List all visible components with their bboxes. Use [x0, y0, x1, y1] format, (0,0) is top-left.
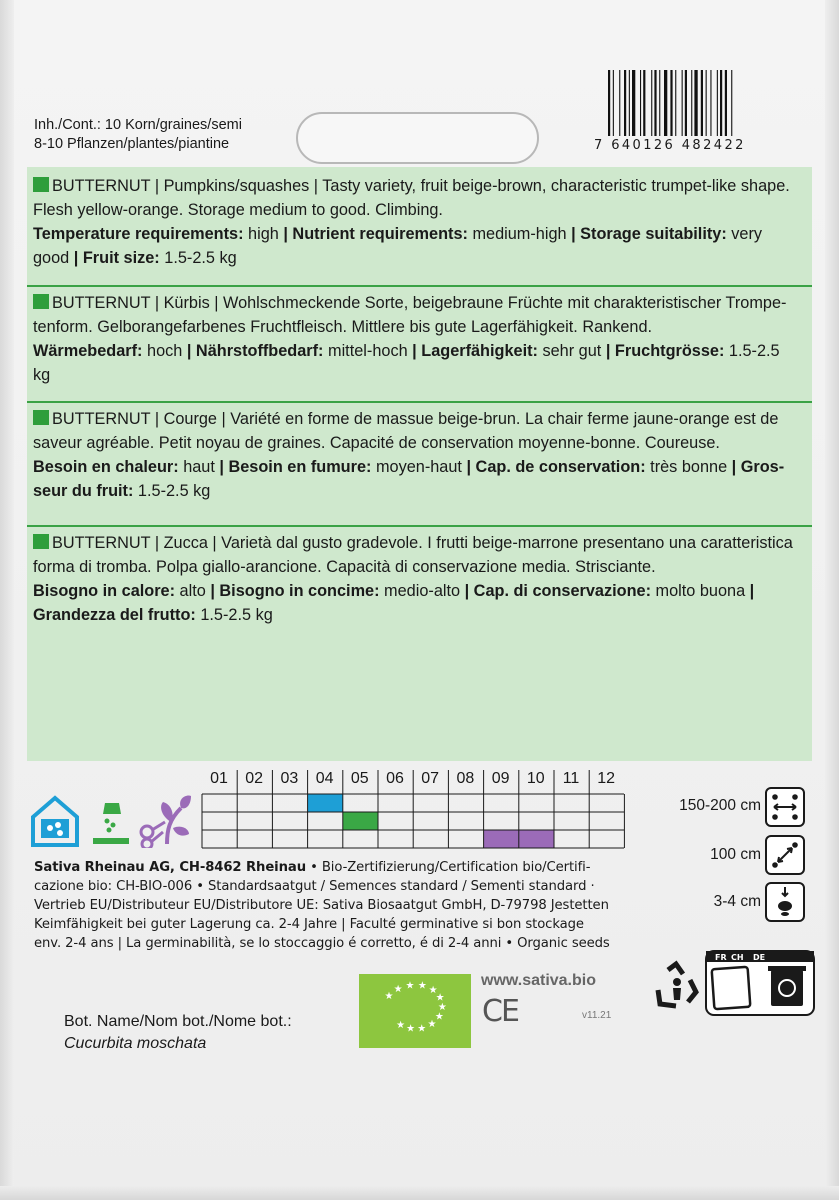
section-separator: [27, 285, 812, 287]
variety-name: BUTTERNUT: [52, 534, 151, 552]
month-label: 04: [315, 770, 334, 787]
description-line-2: tenform. Gelborangefarbenes Fruchtfleisch. Mittlere bis gute Lagerfähigkeit. Rankend.: [33, 318, 653, 336]
variety-name: BUTTERNUT: [52, 177, 151, 195]
svg-text:★: ★: [434, 1011, 444, 1023]
month-label: 05: [350, 770, 369, 787]
svg-text:★: ★: [435, 992, 445, 1004]
company-line-5: env. 2-4 ans | La germinabilità, se lo stoccaggio é corretto, é di 2-4 anni • Organic seeds: [34, 936, 610, 951]
contents-info: [34, 116, 242, 154]
description-line-1: [33, 531, 793, 555]
variety-intro: | Zucca | Varietà dal gusto gradevole. I frutti beige-marrone presentano una caratteristica: [150, 534, 793, 552]
attribute-label: | Besoin en fumure:: [214, 458, 372, 476]
attribute-value: sehr gut: [537, 342, 602, 360]
attribute-value: very: [726, 225, 763, 243]
attribute-label: seur du fruit:: [33, 482, 134, 500]
company-certification: • Bio-Zertifizierung/Certification bio/Certifi-: [305, 860, 591, 875]
sowing-depth-icon: [765, 882, 805, 922]
attributes-line: [33, 579, 793, 603]
spec-row-spacing: 100 cm: [710, 846, 761, 863]
plant-spacing-icon: [765, 787, 805, 827]
svg-text:★: ★: [396, 1020, 406, 1032]
month-label: 10: [526, 770, 545, 787]
attributes-line: [33, 339, 793, 363]
spec-sowing-depth: 3-4 cm: [713, 893, 761, 910]
attribute-value: hoch: [142, 342, 183, 360]
hanger-hole: [296, 112, 539, 164]
botanical-name: Cucurbita moschata: [64, 1035, 207, 1052]
attribute-value: kg: [33, 366, 51, 384]
variety-name: BUTTERNUT: [52, 410, 151, 428]
company-line-2: cazione bio: CH-BIO-006 • Standardsaatgut / Semences standard / Sementi standard ·: [34, 879, 595, 894]
recycling-code-de: DE: [753, 953, 766, 962]
company-info: [34, 858, 634, 953]
attribute-label: Besoin en chaleur:: [33, 458, 179, 476]
green-square-icon: [33, 534, 49, 549]
attribute-value: très bonne: [645, 458, 728, 476]
month-label: 07: [421, 770, 440, 787]
attribute-label: | Cap. de conservation:: [461, 458, 646, 476]
recycling-code-ch: CH: [731, 953, 744, 962]
svg-text:★: ★: [384, 991, 394, 1002]
packet-edge-left: [0, 0, 14, 1200]
svg-text:★: ★: [427, 1018, 437, 1030]
attributes-line-tail: [33, 603, 793, 627]
attribute-value: 1.5-2.5 kg: [195, 606, 273, 624]
attribute-label: Grandezza del frutto:: [33, 606, 196, 624]
company-line-4: Keimfähigkeit bei guter Lagerung ca. 2-4 Jahre | Faculté germinative si bon stockage: [34, 917, 584, 932]
month-label: 03: [280, 770, 299, 787]
harvest-icon: [137, 792, 195, 848]
description-en: [33, 174, 793, 270]
month-label: 09: [491, 770, 510, 787]
attribute-value: haut: [178, 458, 215, 476]
month-label: 08: [456, 770, 475, 787]
attribute-label: | Nutrient requirements:: [278, 225, 468, 243]
calendar-cell-active: [519, 830, 554, 848]
botanical-name-label: Bot. Name/Nom bot./Nome bot.:: [64, 1013, 292, 1030]
svg-text:★: ★: [406, 1023, 416, 1035]
calendar-grid: [202, 792, 624, 854]
attribute-label: | Gros-: [727, 458, 785, 476]
greenhouse-sowing-icon: [30, 795, 80, 847]
attribute-value: 1.5-2.5: [724, 342, 780, 360]
green-square-icon: [33, 410, 49, 425]
svg-text:★: ★: [417, 980, 427, 992]
attribute-value: mittel-hoch: [323, 342, 408, 360]
recycle-icon: [650, 960, 702, 1012]
variety-intro: | Pumpkins/squashes | Tasty variety, fruit beige-brown, characteristic trumpet-like shape.: [150, 177, 790, 195]
attribute-label: | Fruchtgrösse:: [601, 342, 725, 360]
attributes-line-tail: [33, 363, 793, 387]
attributes-line: [33, 455, 793, 479]
green-square-icon: [33, 177, 49, 192]
eu-organic-logo: [359, 974, 471, 1048]
outdoor-sowing-icon: [91, 800, 131, 846]
ce-mark: CE: [482, 994, 518, 1029]
row-spacing-icon: [765, 835, 805, 875]
company-line-3: Vertrieb EU/Distributeur EU/Distributore UE: Sativa Biosaatgut GmbH, D-79798 Jestetten: [34, 898, 609, 913]
attribute-label: Temperature requirements:: [33, 225, 244, 243]
recycling-code-fr: FR: [715, 953, 727, 962]
attribute-value: medium-high: [467, 225, 567, 243]
description-line-1: [33, 174, 793, 198]
calendar-cell-active: [308, 794, 343, 812]
attribute-value: high: [243, 225, 279, 243]
packet-edge-bottom: [0, 1186, 839, 1200]
calendar-cell-active: [343, 812, 378, 830]
attribute-label: |: [745, 582, 755, 600]
month-label: 02: [245, 770, 264, 787]
attribute-label: | Storage suitability:: [566, 225, 727, 243]
green-square-icon: [33, 294, 49, 309]
section-separator: [27, 401, 812, 403]
section-separator: [27, 525, 812, 527]
description-line-2: Flesh yellow-orange. Storage medium to good. Climbing.: [33, 201, 443, 219]
barcode: [608, 70, 774, 136]
svg-text:★: ★: [428, 985, 438, 997]
description-line-2: saveur agréable. Petit noyau de graines. Capacité de conservation moyenne-bonne. Coureuse.: [33, 434, 720, 452]
variety-intro: | Courge | Variété en forme de massue beige-brun. La chair ferme jaune-orange est de: [150, 410, 779, 428]
variety-name: BUTTERNUT: [52, 294, 151, 312]
svg-text:★: ★: [437, 1002, 447, 1013]
description-line-1: [33, 291, 793, 315]
website-link[interactable]: www.sativa.bio: [481, 972, 596, 989]
attribute-value: good: [33, 249, 70, 267]
month-label: 12: [597, 770, 616, 787]
month-label: 11: [562, 770, 580, 787]
attribute-value: 1.5-2.5 kg: [133, 482, 211, 500]
spec-plant-spacing: 150-200 cm: [679, 797, 761, 814]
attribute-label: | Nährstoffbedarf:: [182, 342, 324, 360]
attributes-line-tail: [33, 246, 793, 270]
attribute-label: Wärmebedarf:: [33, 342, 143, 360]
attribute-value: alto: [175, 582, 206, 600]
attribute-label: Bisogno in calore:: [33, 582, 176, 600]
svg-text:★: ★: [405, 980, 415, 992]
calendar-cell-active: [484, 830, 519, 848]
svg-text:★: ★: [393, 983, 403, 995]
attribute-label: | Lagerfähigkeit:: [407, 342, 538, 360]
description-line-2: forma di tromba. Polpa giallo-arancione. Capacità di conservazione media. Strisciante.: [33, 558, 656, 576]
attribute-label: | Cap. di conservazione:: [460, 582, 652, 600]
version-label: v11.21: [582, 1010, 612, 1021]
description-it: [33, 531, 793, 627]
contents-line-1: Inh./Cont.: 10 Korn/graines/semi: [34, 117, 242, 133]
description-fr: [33, 407, 793, 503]
attribute-label: | Fruit size:: [69, 249, 160, 267]
attributes-line: [33, 222, 793, 246]
barcode-number: 7 640126 482422: [594, 138, 746, 153]
attribute-value: medio-alto: [379, 582, 461, 600]
recycling-sort-icon: [705, 950, 815, 1016]
month-label: 01: [210, 770, 228, 787]
description-line-1: [33, 407, 793, 431]
company-line-1: [34, 858, 634, 877]
attribute-label: | Bisogno in concime:: [205, 582, 380, 600]
month-label: 06: [386, 770, 404, 787]
description-de: [33, 291, 793, 387]
svg-text:★: ★: [417, 1023, 427, 1035]
variety-intro: | Kürbis | Wohlschmeckende Sorte, beigebraune Früchte mit charakteristischer Trompe-: [150, 294, 787, 312]
attributes-line-tail: [33, 479, 793, 503]
attribute-value: molto buona: [651, 582, 746, 600]
attribute-value: moyen-haut: [371, 458, 462, 476]
company-name: Sativa Rheinau AG, CH-8462 Rheinau: [34, 860, 306, 875]
contents-line-2: 8-10 Pflanzen/plantes/piantine: [34, 136, 230, 152]
packet-edge-right: [825, 0, 839, 1200]
attribute-value: 1.5-2.5 kg: [159, 249, 237, 267]
botanical-name-block: [64, 1011, 292, 1055]
